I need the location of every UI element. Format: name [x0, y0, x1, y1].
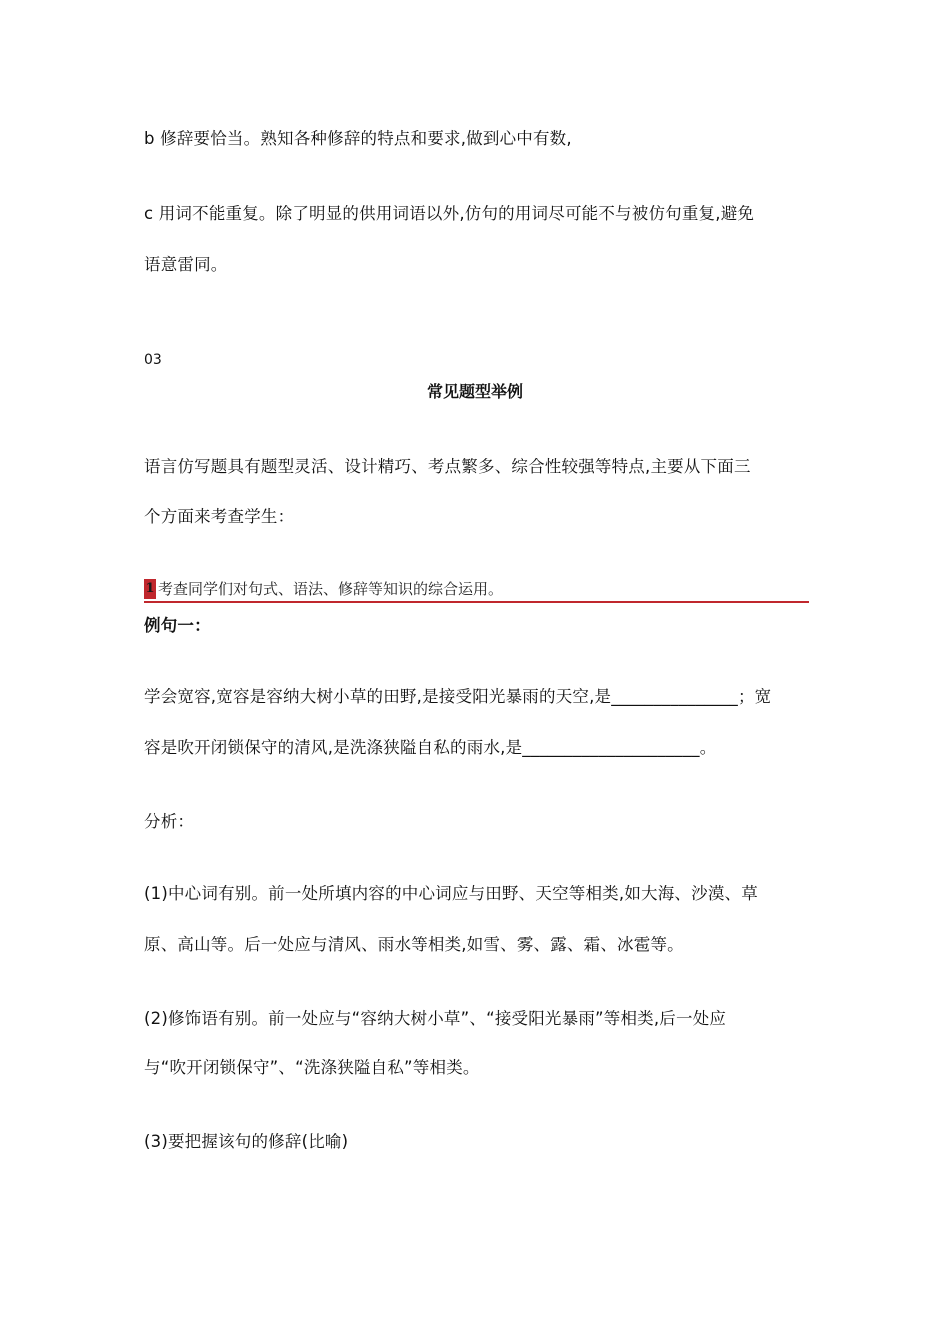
analysis-p1-line1: (1)中心词有别。前一处所填内容的中心词应与田野、天空等相类,如大海、沙漠、草 — [144, 884, 758, 903]
subsection-header — [144, 577, 809, 603]
section-number: 03 — [144, 352, 162, 368]
point-b: b 修辞要恰当。熟知各种修辞的特点和要求,做到心中有数, — [144, 129, 572, 148]
example-label: 例句一： — [144, 616, 211, 635]
analysis-p2-line2: 与“吹开闭锁保守”、“洗涤狭隘自私”等相类。 — [144, 1058, 480, 1077]
intro-line2: 个方面来考查学生： — [144, 507, 295, 526]
example-line1: 学会宽容,宽容是容纳大树小草的田野,是接受阳光暴雨的天空,是_______________；宽 — [144, 687, 772, 706]
section-title: 常见题型举例 — [426, 382, 523, 401]
subsection-number-badge: 1 — [144, 579, 156, 599]
analysis-p2-line1: (2)修饰语有别。前一处应与“容纳大树小草”、“接受阳光暴雨”等相类,后一处应 — [144, 1009, 727, 1028]
subsection-title: 考查同学们对句式、语法、修辞等知识的综合运用。 — [158, 580, 504, 598]
example-line2: 容是吹开闭锁保守的清风,是洗涤狭隘自私的雨水,是_____________________。 — [144, 738, 717, 757]
analysis-label: 分析： — [144, 812, 195, 831]
intro-line1: 语言仿写题具有题型灵活、设计精巧、考点繁多、综合性较强等特点,主要从下面三 — [144, 457, 751, 476]
analysis-p3: (3)要把握该句的修辞(比喻) — [144, 1132, 349, 1151]
point-c-line1: c 用词不能重复。除了明显的供用词语以外,仿句的用词尽可能不与被仿句重复,避免 — [144, 204, 755, 223]
point-c-line2: 语意雷同。 — [144, 255, 228, 274]
analysis-p1-line2: 原、高山等。后一处应与清风、雨水等相类,如雪、雾、露、霜、冰雹等。 — [144, 935, 684, 954]
